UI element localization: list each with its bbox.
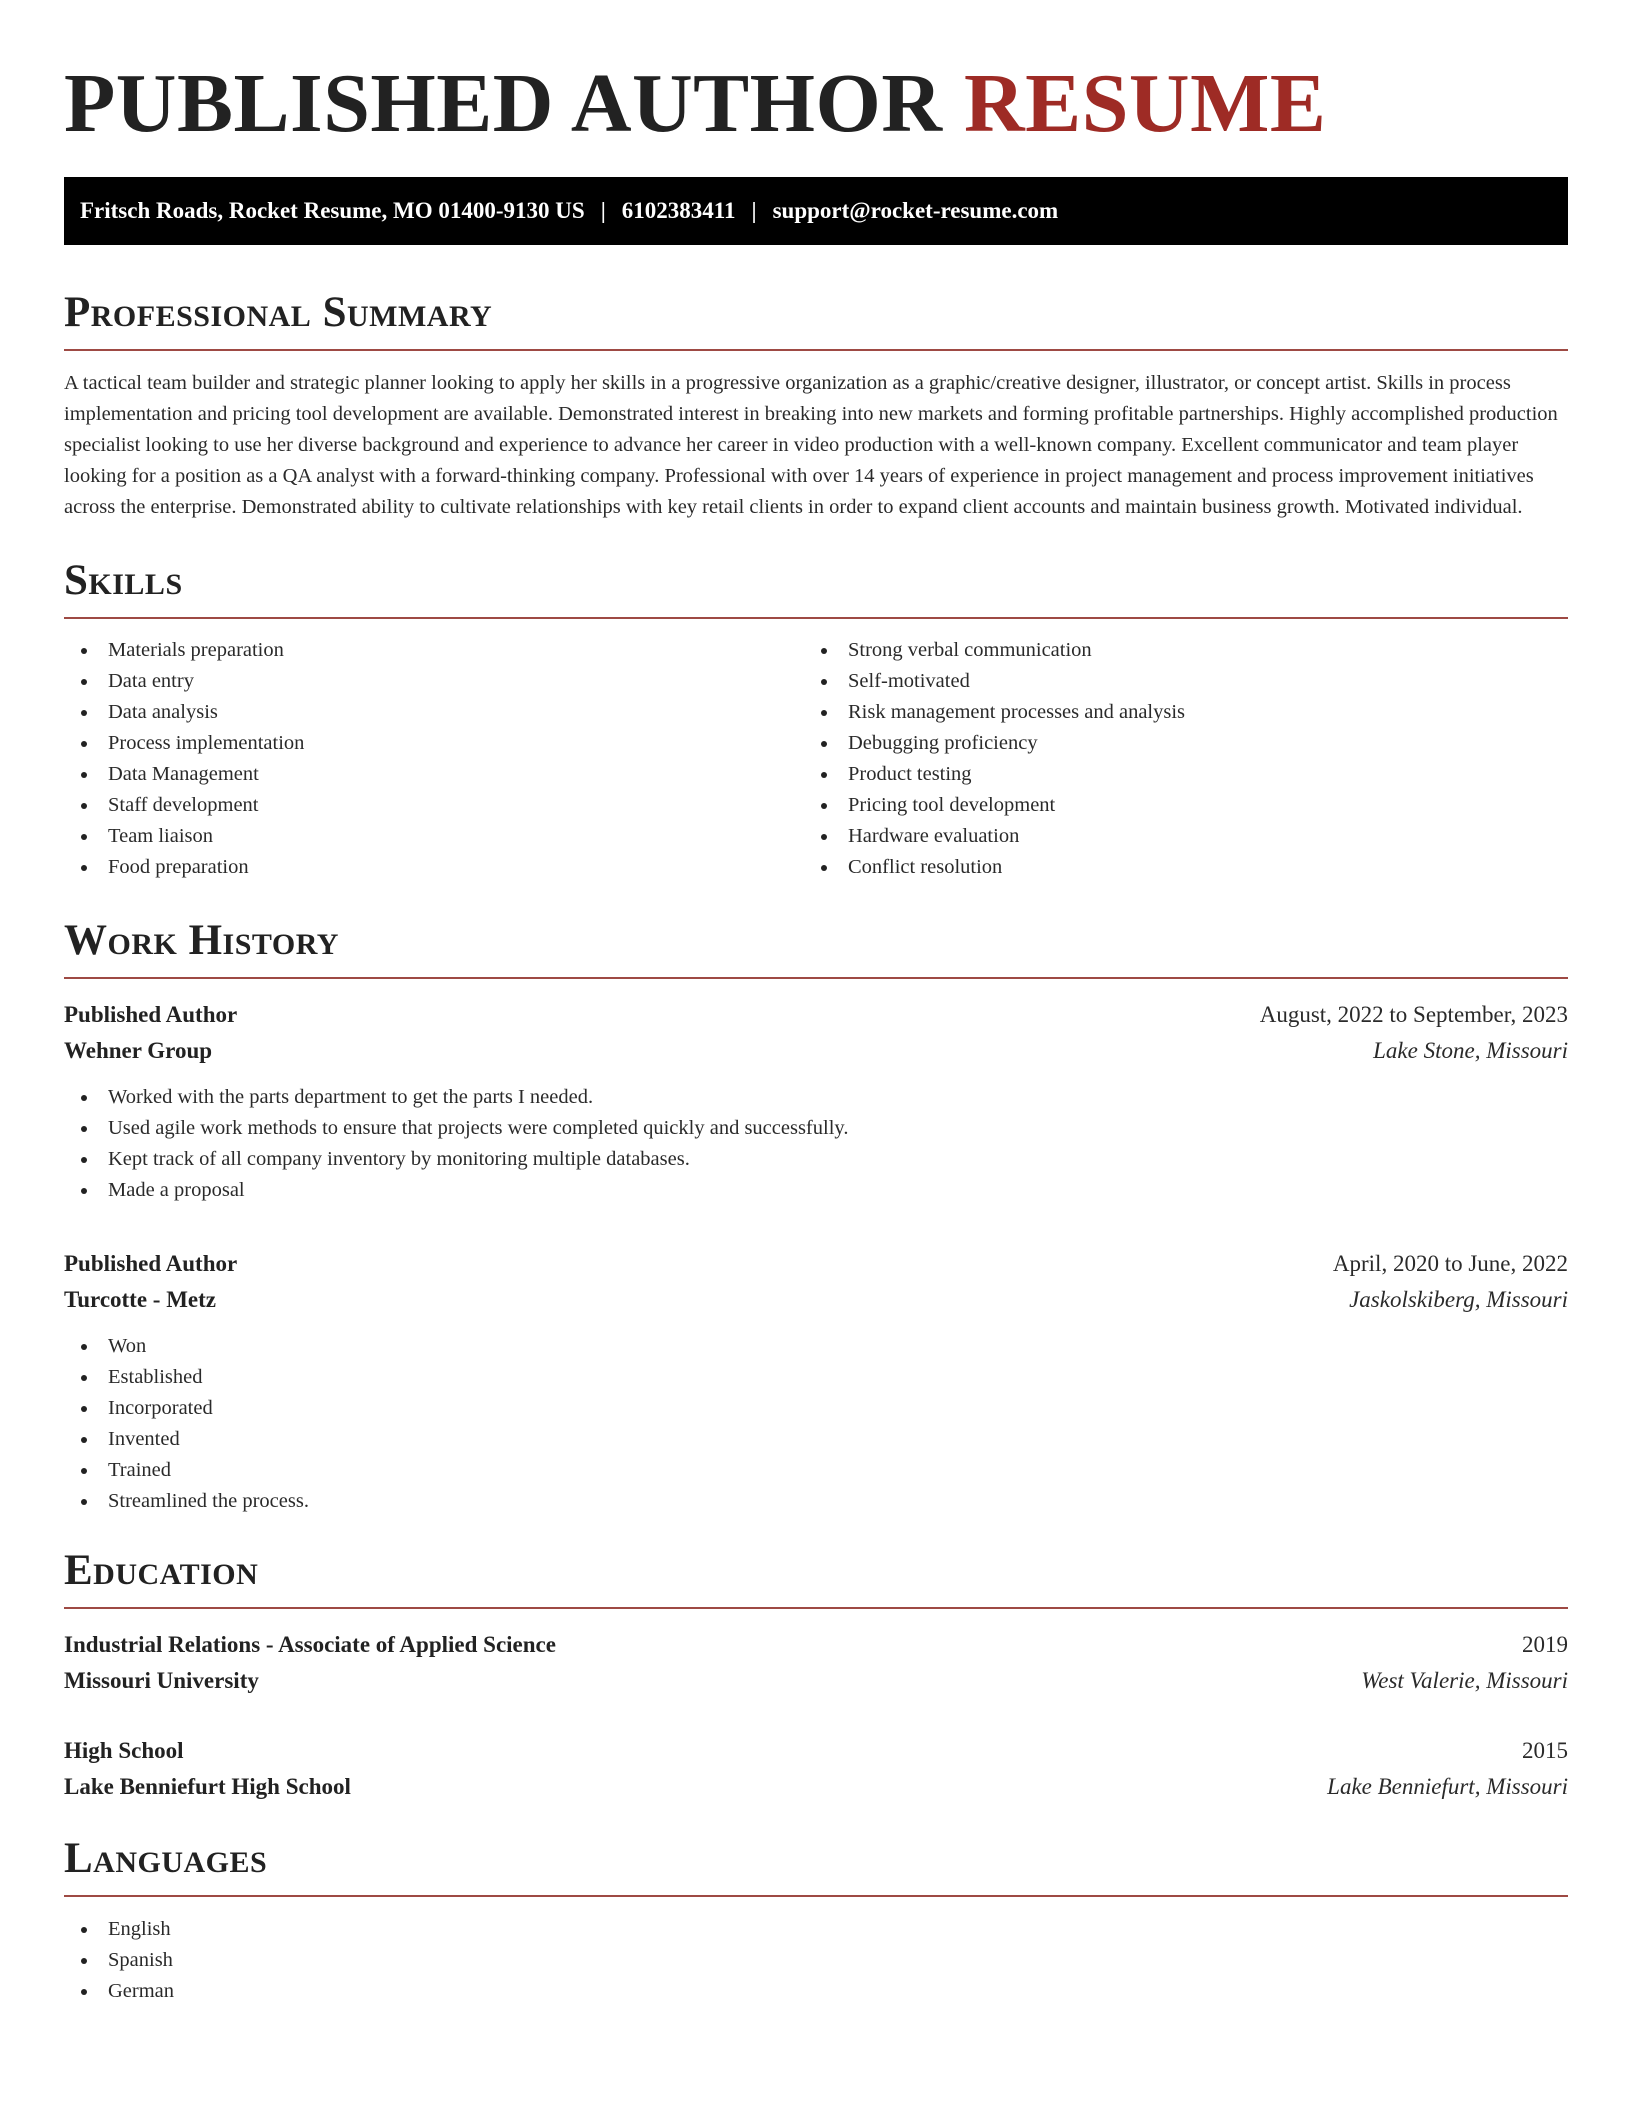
- job-duty: Kept track of all company inventory by monitoring multiple databases.: [64, 1144, 1568, 1175]
- skill-item: Self-motivated: [804, 666, 1544, 697]
- job-company-row: [64, 1282, 1568, 1318]
- skill-item: Conflict resolution: [804, 852, 1544, 883]
- job-duties: [64, 1331, 1568, 1517]
- education-section: [64, 1543, 1568, 1805]
- summary-text: A tactical team builder and strategic planner looking to apply her skills in a progressive organization as a graphic/creative designer, illustrator, or concept artist. Skills in process implementation and pricing tool development are available. Demonstrated interest in breaking into new markets and forming profitable partnerships. Highly accomplished production specialist looking to use her diverse background and experience to advance her career in video production with a well-known company. Excellent communicator and team player looking for a position as a QA analyst with a forward-thinking company. Professional with over 14 years of experience in project management and process improvement initiatives across the enterprise. Demonstrated ability to cultivate relationships with key retail clients in order to expand client accounts and maintain business growth. Motivated individual.: [64, 372, 1558, 518]
- education-degree: High School: [64, 1738, 184, 1763]
- contact-email: support@rocket-resume.com: [772, 198, 1059, 223]
- job-header-row: [64, 997, 1568, 1033]
- languages-section: [64, 1831, 1568, 2007]
- job-duty: Streamlined the process.: [64, 1486, 1568, 1517]
- job-company: Turcotte - Metz: [64, 1287, 216, 1312]
- job-company-row: [64, 1033, 1568, 1069]
- education-school: Lake Benniefurt High School: [64, 1774, 351, 1799]
- education-year: 2015: [1522, 1738, 1568, 1763]
- section-divider: [64, 349, 1568, 351]
- contact-separator: |: [751, 198, 757, 223]
- language-item: English: [64, 1914, 1568, 1945]
- skill-item: Risk management processes and analysis: [804, 697, 1544, 728]
- job-duty: Won: [64, 1331, 1568, 1362]
- section-divider: [64, 617, 1568, 619]
- skill-item: Data analysis: [64, 697, 804, 728]
- job-dates: August, 2022 to September, 2023: [1259, 1002, 1568, 1027]
- skill-item: Process implementation: [64, 728, 804, 759]
- resume-title: [64, 0, 1568, 150]
- section-divider: [64, 977, 1568, 979]
- skill-item: Product testing: [804, 759, 1544, 790]
- job-location: Jaskolskiberg, Missouri: [1349, 1287, 1568, 1312]
- education-school: Missouri University: [64, 1668, 259, 1693]
- contact-bar: [64, 177, 1568, 245]
- skill-item: Strong verbal communication: [804, 635, 1544, 666]
- title-accent: RESUME: [964, 57, 1327, 150]
- education-entry: [64, 1627, 1568, 1699]
- work-history-section: [64, 913, 1568, 1517]
- job-duty: Established: [64, 1362, 1568, 1393]
- skill-item: Pricing tool development: [804, 790, 1544, 821]
- contact-address: Fritsch Roads, Rocket Resume, MO 01400-9130 US: [80, 198, 585, 223]
- skill-item: Staff development: [64, 790, 804, 821]
- job-entry: [64, 997, 1568, 1206]
- languages-list: [64, 1914, 1568, 2007]
- skill-item: Hardware evaluation: [804, 821, 1544, 852]
- skill-item: Team liaison: [64, 821, 804, 852]
- education-location: Lake Benniefurt, Missouri: [1327, 1774, 1568, 1799]
- job-duty: Trained: [64, 1455, 1568, 1486]
- section-heading: Education: [64, 1547, 259, 1594]
- job-duties: [64, 1082, 1568, 1206]
- language-item: Spanish: [64, 1945, 1568, 1976]
- education-entry: [64, 1733, 1568, 1805]
- contact-phone: 6102383411: [621, 198, 736, 223]
- job-title: Published Author: [64, 1002, 238, 1027]
- job-location: Lake Stone, Missouri: [1373, 1038, 1568, 1063]
- section-heading: Languages: [64, 1835, 268, 1882]
- job-duty: Made a proposal: [64, 1175, 1568, 1206]
- summary-section: [64, 285, 1568, 523]
- section-heading: Skills: [64, 557, 183, 604]
- job-duty: Incorporated: [64, 1393, 1568, 1424]
- education-year: 2019: [1522, 1632, 1568, 1657]
- section-heading: Work History: [64, 917, 339, 964]
- job-company: Wehner Group: [64, 1038, 213, 1063]
- title-main: PUBLISHED AUTHOR: [64, 57, 943, 150]
- skill-item: Data entry: [64, 666, 804, 697]
- job-dates: April, 2020 to June, 2022: [1332, 1251, 1568, 1276]
- job-entry: [64, 1246, 1568, 1517]
- skill-item: Debugging proficiency: [804, 728, 1544, 759]
- education-header-row: [64, 1627, 1568, 1663]
- skills-list-left: [64, 635, 804, 883]
- section-divider: [64, 1607, 1568, 1609]
- skills-section: [64, 553, 1568, 883]
- skill-item: Data Management: [64, 759, 804, 790]
- contact-separator: |: [600, 198, 606, 223]
- job-header-row: [64, 1246, 1568, 1282]
- job-duty: Invented: [64, 1424, 1568, 1455]
- job-duty: Used agile work methods to ensure that projects were completed quickly and successfully.: [64, 1113, 1568, 1144]
- education-school-row: [64, 1769, 1568, 1805]
- section-heading: Professional Summary: [64, 289, 493, 336]
- education-header-row: [64, 1733, 1568, 1769]
- language-item: German: [64, 1976, 1568, 2007]
- skill-item: Materials preparation: [64, 635, 804, 666]
- skills-list-right: [804, 635, 1544, 883]
- skills-columns: [64, 635, 1568, 883]
- job-title: Published Author: [64, 1251, 238, 1276]
- education-degree: Industrial Relations - Associate of Applied Science: [64, 1632, 556, 1657]
- job-duty: Worked with the parts department to get the parts I needed.: [64, 1082, 1568, 1113]
- education-location: West Valerie, Missouri: [1361, 1668, 1568, 1693]
- skill-item: Food preparation: [64, 852, 804, 883]
- section-divider: [64, 1895, 1568, 1897]
- education-school-row: [64, 1663, 1568, 1699]
